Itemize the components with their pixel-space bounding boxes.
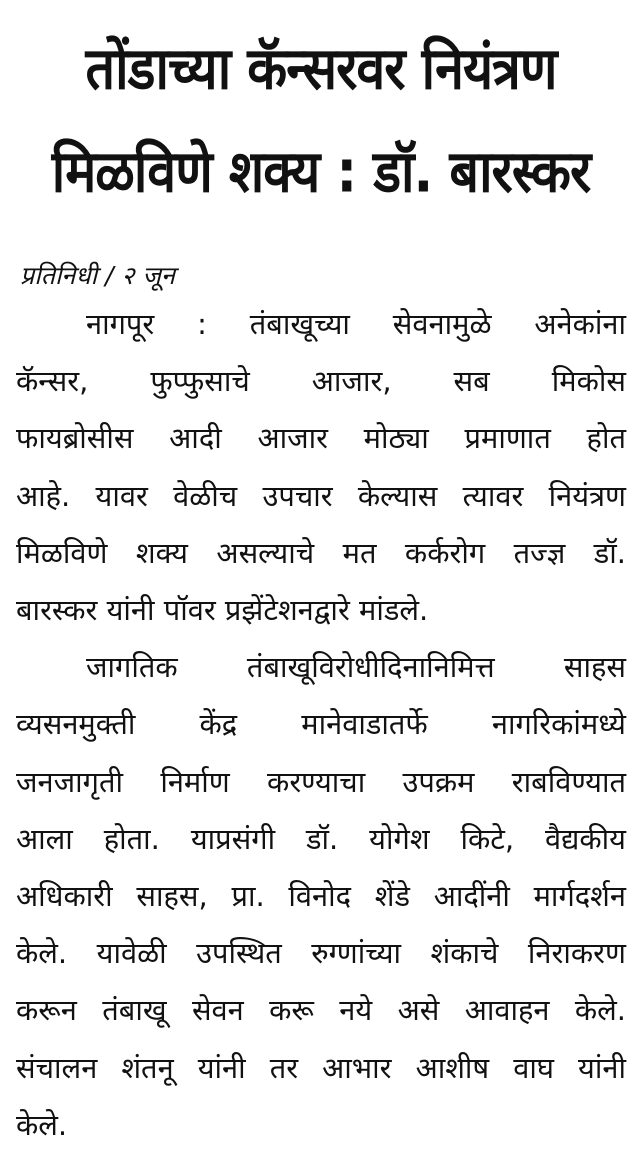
article-headline <box>16 18 626 224</box>
text-line: फायब्रोसीस आदी आजार मोठ्या प्रमाणात होत <box>16 421 626 456</box>
text-line: अधिकारी साहस, प्रा. विनोद शेंडे आदींनी मार्गदर्शन <box>16 879 626 914</box>
text-line: जनजागृती निर्माण करण्याचा उपक्रम राबविण्यात <box>16 764 626 799</box>
text-line: केले. <box>16 1107 68 1142</box>
text-line: केले. यावेळी उपस्थित रुग्णांच्या शंकाचे निराकरण <box>16 936 626 971</box>
article-paragraph-1 <box>16 296 626 639</box>
text-line: आहे. यावर वेळीच उपचार केल्यास त्यावर नियंत्रण <box>16 478 626 513</box>
text-line: कॅन्सर, फुप्फुसाचे आजार, सब मिकोस <box>16 364 626 399</box>
text-line: व्यसनमुक्ती केंद्र मानेवाडातर्फे नागरिकांमध्ये <box>16 707 626 742</box>
text-line: संचालन शंतनू यांनी तर आभार आशीष वाघ यांनी <box>16 1050 626 1085</box>
text-line: जागतिक तंबाखूविरोधीदिनानिमित्त साहस <box>86 650 626 685</box>
headline-line-1: तोंडाच्या कॅन्सरवर नियंत्रण <box>85 35 557 104</box>
headline-line-2: मिळविणे शक्य : डॉ. बारस्कर <box>51 138 591 207</box>
article-paragraph-2 <box>16 639 626 1154</box>
text-line: मिळविणे शक्य असल्याचे मत कर्करोग तज्ज्ञ डॉ. <box>16 535 626 570</box>
text-line: करून तंबाखू सेवन करू नये असे आवाहन केले. <box>16 993 626 1028</box>
text-line: बारस्कर यांनी पॉवर प्रझेंटेशनद्वारे मांडले. <box>16 593 429 628</box>
text-line: आला होता. याप्रसंगी डॉ. योगेश किटे, वैद्यकीय <box>16 821 626 856</box>
text-line: नागपूर : तंबाखूच्या सेवनामुळे अनेकांना <box>86 307 626 341</box>
article-byline: प्रतिनिधी / २ जून <box>20 261 175 290</box>
